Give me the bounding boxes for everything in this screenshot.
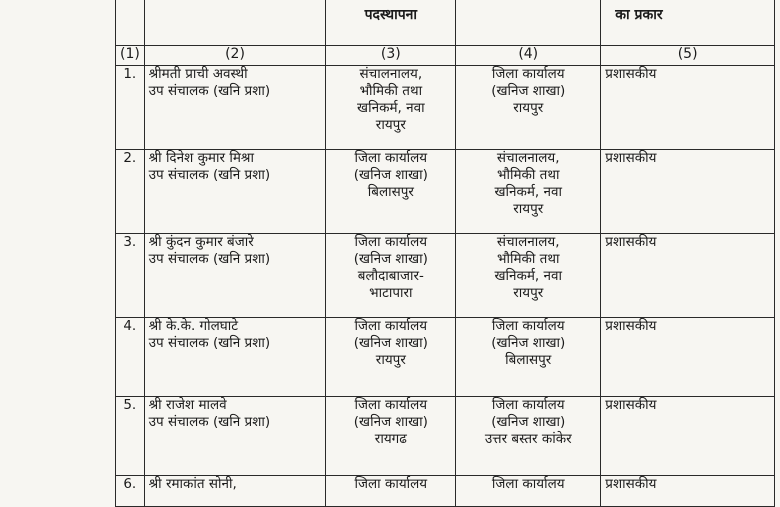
transfer-type: प्रशासकीय	[601, 397, 775, 476]
serial-number: 1.	[116, 66, 145, 150]
table-row	[116, 150, 775, 234]
officer-cell	[144, 397, 326, 476]
table-row	[116, 476, 775, 507]
officer-name: श्री कुंदन कुमार बंजारे	[148, 234, 254, 250]
office-line: भौमिकी तथा	[359, 83, 423, 99]
office-line: जिला कार्यालय	[491, 318, 565, 334]
office-line: रायगढ	[374, 431, 407, 447]
office-line: भौमिकी तथा	[496, 167, 560, 183]
type-header: का प्रकार	[615, 7, 663, 23]
transfer-type: प्रशासकीय	[601, 476, 775, 507]
column-number: (1)	[116, 46, 145, 66]
transfer-type: प्रशासकीय	[601, 318, 775, 397]
office-line: भौमिकी तथा	[496, 251, 560, 267]
office-line: जिला कार्यालय	[491, 476, 565, 492]
office-line: भाटापारा	[369, 285, 413, 301]
office-line: जिला कार्यालय	[354, 397, 428, 413]
officer-name: श्रीमती प्राची अवस्थी	[148, 66, 248, 82]
table-row	[116, 318, 775, 397]
new-posting	[456, 476, 601, 507]
column-number: (2)	[144, 46, 326, 66]
transfer-type: प्रशासकीय	[601, 150, 775, 234]
office-line: (खनिज शाखा)	[491, 83, 566, 99]
header-cell-posting	[326, 0, 456, 46]
office-line: रायपुर	[375, 352, 406, 368]
officer-designation: उप संचालक (खनि प्रशा)	[148, 414, 271, 430]
office-line: (खनिज शाखा)	[491, 335, 566, 351]
transfer-type: प्रशासकीय	[601, 66, 775, 150]
serial-number: 2.	[116, 150, 145, 234]
current-posting	[326, 318, 456, 397]
header-cell-name	[144, 0, 326, 46]
new-posting	[456, 234, 601, 318]
current-posting	[326, 150, 456, 234]
office-line: रायपुर	[513, 201, 544, 217]
header-cell-num	[116, 0, 145, 46]
column-number: (3)	[326, 46, 456, 66]
serial-number: 5.	[116, 397, 145, 476]
officer-cell	[144, 66, 326, 150]
table-row	[116, 234, 775, 318]
office-line: उत्तर बस्तर कांकेर	[484, 431, 572, 447]
officer-cell	[144, 234, 326, 318]
office-line: खनिकर्म, नवा	[357, 100, 425, 116]
column-number: (4)	[456, 46, 601, 66]
transfer-type: प्रशासकीय	[601, 234, 775, 318]
current-posting	[326, 66, 456, 150]
officer-cell	[144, 150, 326, 234]
header-cell-to	[456, 0, 601, 46]
posting-header: पदस्थापना	[364, 7, 418, 23]
office-line: संचालनालय,	[359, 66, 423, 82]
office-line: बलौदाबाजार-	[357, 268, 424, 284]
officer-name: श्री रमाकांत सोनी,	[148, 476, 237, 492]
office-line: जिला कार्यालय	[491, 397, 565, 413]
serial-number: 3.	[116, 234, 145, 318]
office-line: रायपुर	[513, 100, 544, 116]
officer-cell	[144, 318, 326, 397]
header-row	[116, 0, 775, 46]
header-cell-type	[601, 0, 775, 46]
column-number: (5)	[601, 46, 775, 66]
current-posting	[326, 234, 456, 318]
office-line: खनिकर्म, नवा	[494, 268, 563, 284]
office-line: रायपुर	[375, 117, 406, 133]
office-line: खनिकर्म, नवा	[494, 184, 563, 200]
table-row	[116, 397, 775, 476]
office-line: (खनिज शाखा)	[353, 335, 428, 351]
office-line: संचालनालय,	[496, 150, 560, 166]
officer-name: श्री के.के. गोलघाटे	[148, 318, 239, 334]
office-line: जिला कार्यालय	[354, 476, 428, 492]
office-line: (खनिज शाखा)	[353, 414, 428, 430]
serial-number: 6.	[116, 476, 145, 507]
officer-designation: उप संचालक (खनि प्रशा)	[148, 167, 271, 183]
office-line: जिला कार्यालय	[354, 234, 428, 250]
office-line: जिला कार्यालय	[354, 150, 428, 166]
table-row	[116, 66, 775, 150]
transfer-table	[115, 0, 775, 507]
new-posting	[456, 397, 601, 476]
office-line: जिला कार्यालय	[354, 318, 428, 334]
new-posting	[456, 150, 601, 234]
office-line: संचालनालय,	[496, 234, 560, 250]
officer-designation: उप संचालक (खनि प्रशा)	[148, 83, 271, 99]
current-posting	[326, 476, 456, 507]
office-line: (खनिज शाखा)	[353, 251, 428, 267]
officer-designation: उप संचालक (खनि प्रशा)	[148, 251, 271, 267]
office-line: बिलासपुर	[367, 184, 414, 200]
office-line: (खनिज शाखा)	[491, 414, 566, 430]
column-number-row	[116, 46, 775, 66]
officer-name: श्री दिनेश कुमार मिश्रा	[148, 150, 254, 166]
serial-number: 4.	[116, 318, 145, 397]
officer-designation: उप संचालक (खनि प्रशा)	[148, 335, 271, 351]
officer-name: श्री राजेश मालवे	[148, 397, 227, 413]
officer-cell	[144, 476, 326, 507]
office-line: बिलासपुर	[505, 352, 552, 368]
office-line: (खनिज शाखा)	[353, 167, 428, 183]
current-posting	[326, 397, 456, 476]
office-line: रायपुर	[513, 285, 544, 301]
new-posting	[456, 318, 601, 397]
office-line: जिला कार्यालय	[491, 66, 565, 82]
new-posting	[456, 66, 601, 150]
